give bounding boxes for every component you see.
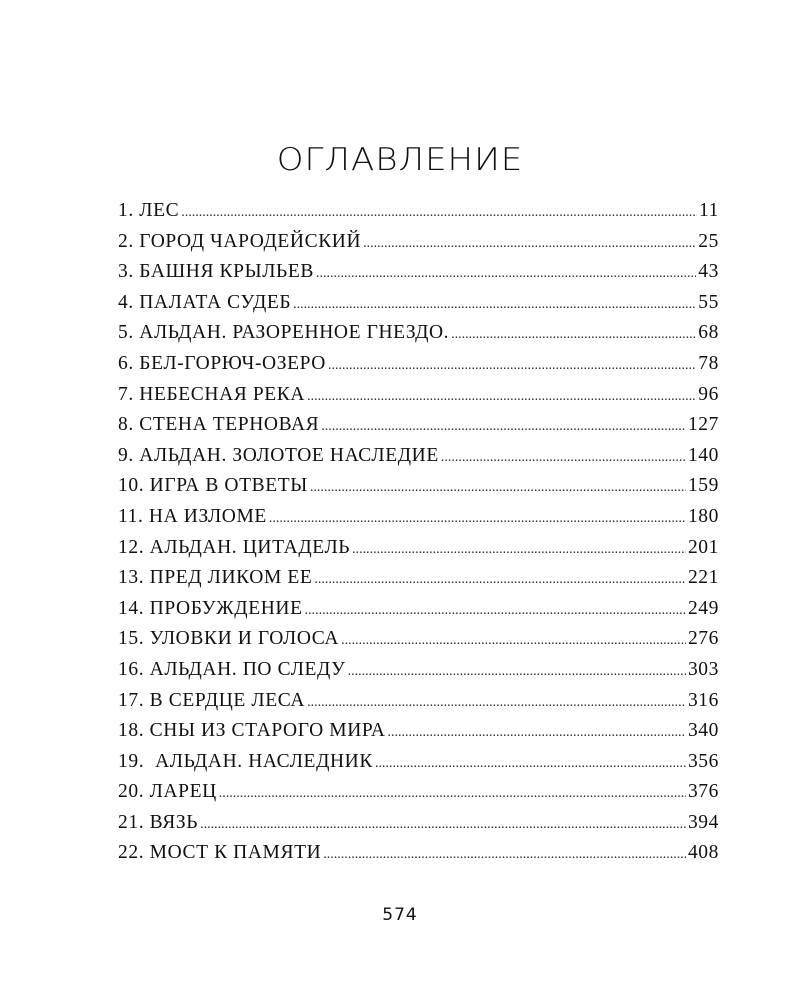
dot-leader — [363, 236, 696, 252]
toc-entry — [118, 842, 719, 873]
dot-leader — [348, 664, 686, 680]
dot-leader — [293, 297, 696, 313]
toc-entry-page: 249 — [687, 597, 719, 619]
toc-entry-page: 127 — [687, 414, 719, 436]
dot-leader — [341, 633, 686, 649]
table-of-contents — [118, 200, 719, 873]
toc-entry-title: 16. АЛЬДАН. ПО СЛЕДУ — [118, 658, 346, 680]
toc-entry — [118, 414, 719, 445]
toc-entry — [118, 261, 719, 292]
toc-entry-title: 8. СТЕНА ТЕРНОВАЯ — [118, 414, 320, 436]
toc-entry-title: 2. ГОРОД ЧАРОДЕЙСКИЙ — [118, 230, 362, 252]
toc-entry-title: 13. ПРЕД ЛИКОМ ЕЕ — [118, 567, 313, 589]
dot-leader — [441, 450, 686, 466]
toc-entry-title: 20. ЛАРЕЦ — [118, 781, 217, 803]
dot-leader — [323, 847, 686, 863]
toc-entry — [118, 292, 719, 323]
toc-entry-title: 10. ИГРА В ОТВЕТЫ — [118, 475, 308, 497]
toc-entry-page: 340 — [687, 720, 719, 742]
toc-entry-page: 43 — [698, 261, 719, 283]
toc-entry-title: 5. АЛЬДАН. РАЗОРЕННОЕ ГНЕЗДО. — [118, 322, 450, 344]
dot-leader — [328, 358, 696, 374]
dot-leader — [314, 572, 686, 588]
toc-entry — [118, 445, 719, 476]
toc-entry — [118, 751, 719, 782]
toc-entry — [118, 628, 719, 659]
toc-entry-page: 276 — [687, 628, 719, 650]
toc-entry-title: 4. ПАЛАТА СУДЕБ — [118, 291, 292, 313]
toc-entry — [118, 659, 719, 690]
toc-entry-title: 9. АЛЬДАН. ЗОЛОТОЕ НАСЛЕДИЕ — [118, 444, 439, 466]
dot-leader — [181, 205, 697, 221]
toc-entry — [118, 598, 719, 629]
toc-entry-page: 376 — [687, 781, 719, 803]
toc-entry-page: 356 — [687, 750, 719, 772]
toc-entry-page: 25 — [698, 230, 719, 252]
toc-entry-title: 22. МОСТ К ПАМЯТИ — [118, 842, 322, 864]
toc-entry-title: 6. БЕЛ-ГОРЮЧ-ОЗЕРО — [118, 352, 326, 374]
page-number: 574 — [382, 905, 418, 925]
toc-entry-title: 11. НА ИЗЛОМЕ — [118, 505, 267, 527]
toc-entry-page: 201 — [687, 536, 719, 558]
page-title: ОГЛАВЛЕНИЕ — [276, 141, 524, 179]
toc-entry-title: 19. АЛЬДАН. НАСЛЕДНИК — [118, 750, 373, 772]
toc-entry — [118, 812, 719, 843]
toc-entry — [118, 720, 719, 751]
dot-leader — [305, 603, 686, 619]
toc-entry-title: 14. ПРОБУЖДЕНИЕ — [118, 597, 303, 619]
toc-entry-page: 394 — [687, 811, 719, 833]
toc-entry-page: 221 — [687, 567, 719, 589]
toc-entry — [118, 384, 719, 415]
toc-entry-title: 1. ЛЕС — [118, 200, 180, 221]
dot-leader — [352, 542, 686, 558]
dot-leader — [451, 327, 696, 343]
dot-leader — [375, 756, 686, 772]
toc-entry-title: 15. УЛОВКИ И ГОЛОСА — [118, 628, 340, 650]
toc-entry — [118, 231, 719, 262]
dot-leader — [310, 480, 686, 496]
toc-entry-title: 12. АЛЬДАН. ЦИТАДЕЛЬ — [118, 536, 351, 558]
dot-leader — [269, 511, 686, 527]
toc-entry-title: 17. В СЕРДЦЕ ЛЕСА — [118, 689, 306, 711]
toc-entry-page: 11 — [699, 200, 719, 221]
toc-entry — [118, 690, 719, 721]
toc-entry-page: 316 — [687, 689, 719, 711]
dot-leader — [388, 725, 686, 741]
toc-entry — [118, 475, 719, 506]
toc-entry-page: 96 — [698, 383, 719, 405]
toc-entry — [118, 353, 719, 384]
toc-entry — [118, 200, 719, 231]
toc-entry-title: 21. ВЯЗЬ — [118, 811, 199, 833]
dot-leader — [307, 389, 696, 405]
toc-entry — [118, 322, 719, 353]
toc-entry-page: 78 — [698, 352, 719, 374]
dot-leader — [321, 419, 686, 435]
toc-entry-page: 55 — [698, 291, 719, 313]
toc-entry-page: 68 — [698, 322, 719, 344]
toc-entry-page: 140 — [687, 444, 719, 466]
toc-entry-title: 18. СНЫ ИЗ СТАРОГО МИРА — [118, 720, 386, 742]
toc-entry-title: 7. НЕБЕСНАЯ РЕКА — [118, 383, 306, 405]
toc-entry-page: 408 — [687, 842, 719, 864]
toc-entry — [118, 567, 719, 598]
dot-leader — [316, 266, 696, 282]
dot-leader — [219, 786, 686, 802]
toc-entry-title: 3. БАШНЯ КРЫЛЬЕВ — [118, 261, 314, 283]
toc-entry-page: 180 — [687, 505, 719, 527]
toc-entry — [118, 781, 719, 812]
dot-leader — [307, 695, 686, 711]
toc-entry — [118, 537, 719, 568]
toc-entry — [118, 506, 719, 537]
toc-entry-page: 303 — [687, 658, 719, 680]
dot-leader — [200, 817, 686, 833]
toc-entry-page: 159 — [687, 475, 719, 497]
